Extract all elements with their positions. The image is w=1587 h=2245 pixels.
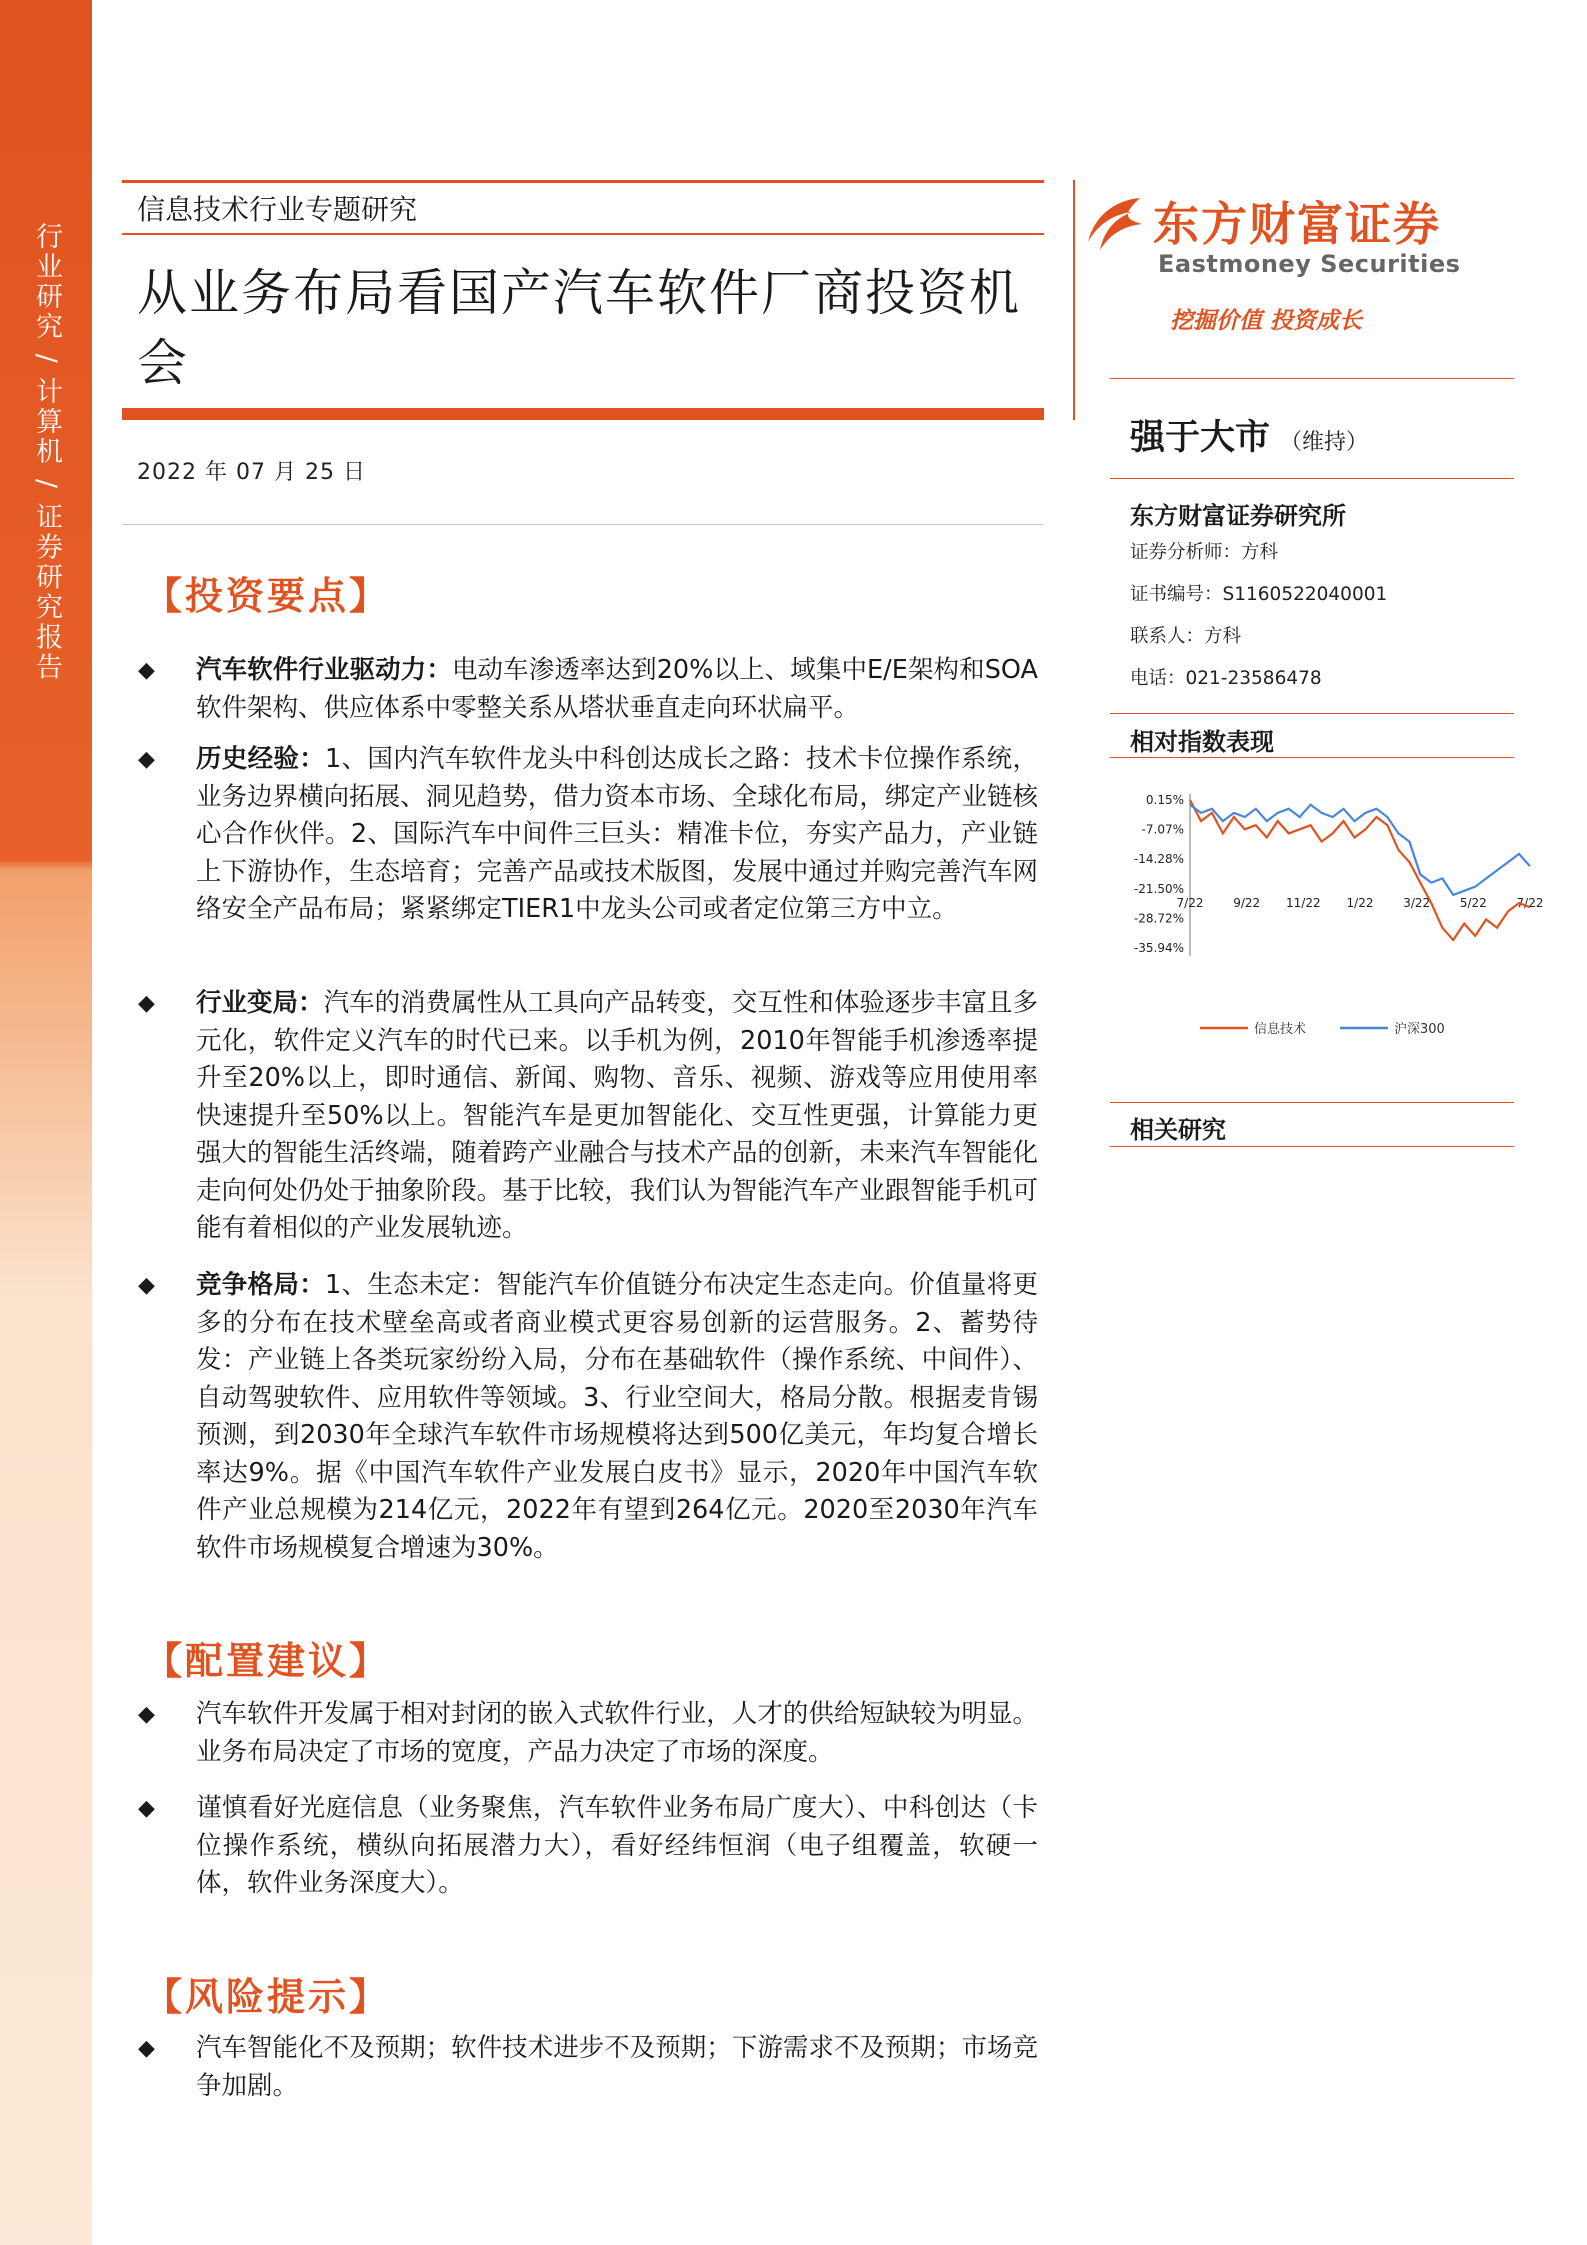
list-item: ◆ 谨慎看好光庭信息（业务聚焦，汽车软件业务布局广度大）、中科创达（卡位操作系统，横纵向拓展潜力大），看好经纬恒润（电子组覆盖，软硬一体，软件业务深度大）。 [138, 1790, 1038, 1903]
phone: 电话：021-23586478 [1130, 668, 1322, 689]
x-tick-label: 5/22 [1459, 895, 1487, 910]
analyst: 证券分析师：方科 [1130, 542, 1279, 563]
related-bottom-rule [1110, 1146, 1514, 1147]
legend-label: 沪深300 [1394, 1022, 1445, 1037]
x-tick-label: 7/22 [1176, 895, 1204, 910]
diamond-bullet-icon: ◆ [138, 1796, 155, 1821]
sidebar-category: 行业研究 / 计算机 / 证券研究报告 [31, 222, 62, 683]
legend-label: 信息技术 [1254, 1022, 1307, 1037]
list-item: ◆ 行业变局：汽车的消费属性从工具向产品转变，交互性和体验逐步丰富且多元化，软件定义汽车的时代已来。以手机为例，2010年智能手机渗透率提升至20%以上，即时通信、新闻、购物、音乐、视频、游戏等应用使用率快速提升至50%以上。智能汽车是更加智能化、交互性更强，计算能力更强大的智能生活终端，随着跨产业融合与技术产品的创新，未来汽车智能化走向何处仍处于抽象阶段。基于比较，我们认为智能汽车产业跟智能手机可能有着相似的产业发展轨迹。 [138, 985, 1038, 1248]
related-top-rule [1110, 1102, 1514, 1103]
rating-top-rule [1110, 378, 1514, 379]
contact: 联系人：方科 [1130, 626, 1242, 647]
x-tick-label: 1/22 [1346, 895, 1374, 910]
x-tick-label: 7/22 [1516, 895, 1544, 910]
y-tick-label: -21.50% [1133, 881, 1184, 896]
relative-index-chart [1110, 780, 1544, 1080]
list-item: ◆ 汽车软件行业驱动力：电动车渗透率达到20%以上、域集中E/E架构和SOA软件架构、供应体系中零整关系从塔状垂直走向环状扁平。 [138, 652, 1038, 727]
x-tick-label: 3/22 [1403, 895, 1431, 910]
y-tick-label: -7.07% [1141, 822, 1184, 837]
diamond-bullet-icon: ◆ [138, 658, 155, 683]
rating [1130, 410, 1368, 460]
diamond-bullet-icon: ◆ [138, 747, 155, 772]
series-line-info-tech [1190, 800, 1530, 940]
cert-number: 证书编号：S1160522040001 [1130, 584, 1388, 605]
logo-text-en: Eastmoney Securities [1158, 250, 1461, 278]
logo-flame-icon [1080, 190, 1150, 260]
related-heading: 相关研究 [1130, 1116, 1226, 1144]
rating-note: （维持） [1280, 430, 1369, 455]
title-top-rule [122, 233, 1044, 235]
diamond-bullet-icon: ◆ [138, 1273, 155, 1298]
index-bottom-rule [1110, 757, 1514, 758]
diamond-bullet-icon: ◆ [138, 1702, 155, 1727]
doc-type: 信息技术行业专题研究 [137, 193, 418, 226]
index-heading: 相对指数表现 [1130, 728, 1274, 756]
sidebar-band [0, 0, 92, 2245]
date-divider [122, 524, 1044, 525]
x-tick-label: 11/22 [1286, 895, 1321, 910]
list-item: ◆ 竞争格局：1、生态未定：智能汽车价值链分布决定生态走向。价值量将更多的分布在技术壁垒高或者商业模式更容易创新的运营服务。2、蓄势待发：产业链上各类玩家纷纷入局，分布在基础软件（操作系统、中间件）、自动驾驶软件、应用软件等领域。3、行业空间大，格局分散。根据麦肯锡预测，到2030年全球汽车软件市场规模将达到500亿美元，年均复合增长率达9%。据《中国汽车软件产业发展白皮书》显示，2020年中国汽车软件产业总规模为214亿元，2022年有望到264亿元。2020至2030年汽车软件市场规模复合增速为30%。 [138, 1267, 1038, 1567]
x-tick-label: 9/22 [1233, 895, 1261, 910]
page-title: 从业务布局看国产汽车软件厂商投资机会 [137, 264, 1021, 392]
column-divider [1073, 180, 1075, 420]
diamond-bullet-icon: ◆ [138, 991, 155, 1016]
report-date: 2022 年 07 月 25 日 [137, 460, 366, 485]
logo-text-cn: 东方财富证券 [1153, 197, 1441, 251]
company-logo [1080, 188, 1540, 288]
section-heading-allocation: 【配置建议】 [144, 1639, 391, 1683]
list-item: ◆ 汽车软件开发属于相对封闭的嵌入式软件行业，人才的供给短缺较为明显。业务布局决定了市场的宽度，产品力决定了市场的深度。 [138, 1696, 1038, 1771]
section-heading-invest: 【投资要点】 [144, 574, 391, 618]
slogan: 挖掘价值 投资成长 [1170, 308, 1363, 334]
top-rule [122, 180, 1044, 183]
diamond-bullet-icon: ◆ [138, 2036, 155, 2061]
list-item: ◆ 汽车智能化不及预期；软件技术进步不及预期；下游需求不及预期；市场竞争加剧。 [138, 2030, 1038, 2105]
series-line-csi300 [1190, 805, 1530, 895]
index-top-rule [1110, 713, 1514, 714]
y-tick-label: 0.15% [1145, 793, 1184, 807]
rating-bottom-rule [1110, 478, 1514, 479]
y-tick-label: -35.94% [1133, 941, 1184, 955]
list-item: ◆ 历史经验：1、国内汽车软件龙头中科创达成长之路：技术卡位操作系统，业务边界横向拓展、洞见趋势，借力资本市场、全球化布局，绑定产业链核心合作伙伴。2、国际汽车中间件三巨头：精准卡位，夯实产品力，产业链上下游协作，生态培育；完善产品或技术版图，发展中通过并购完善汽车网络安全产品布局；紧紧绑定TIER1中龙头公司或者定位第三方中立。 [138, 741, 1038, 929]
y-tick-label: -14.28% [1133, 852, 1184, 867]
y-tick-label: -28.72% [1133, 911, 1184, 926]
rating-value: 强于大市 [1130, 418, 1271, 458]
section-heading-risk: 【风险提示】 [144, 1975, 391, 2019]
institute-name: 东方财富证券研究所 [1130, 502, 1346, 530]
title-bottom-bar [122, 408, 1044, 420]
